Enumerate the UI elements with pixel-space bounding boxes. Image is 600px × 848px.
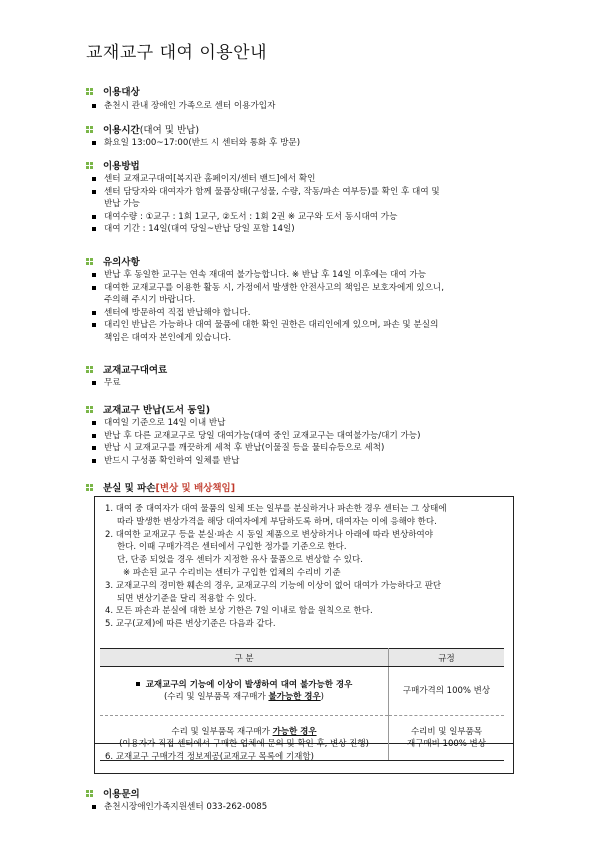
list-item: 반납 후 동일한 교구는 연속 재대여 불가능합니다. ※ 반납 후 14일 이후에는 대여 가능 (90, 269, 526, 282)
bullet-square-icon (86, 366, 93, 373)
table-header-category: 구 분 (100, 649, 389, 667)
box-line: 단, 단종 되었을 경우 센터가 지정한 유사 물품으로 변상할 수 있다. (117, 555, 363, 566)
list-item: 반납 후 다른 교재교구로 당일 대여가능(대여 중인 교재교구는 대여불가능/대기 가능) (90, 430, 526, 443)
list-item-continued: 반납 가능 (104, 199, 140, 209)
table-row: 교재교구의 기능에 이상이 발생하여 대여 불가능한 경우 (수리 및 일부품목 재구매가 불가능한 경우) 구매가격의 100% 변상 (100, 667, 504, 716)
section-heading: 이용문의 (103, 789, 140, 800)
section-heading: 교재교구 반납(도서 동일) (103, 405, 211, 416)
list-item: 대여 기간 : 14일(대여 당일~반납 당일 포함 14일) (90, 223, 526, 236)
list-item: 춘천시장애인가족지원센터 033-262-0085 (90, 801, 526, 814)
list-item: 대여한 교재교구를 이용한 활동 시, 가정에서 발생한 안전사고의 책임은 보호자에게 있으니, (90, 282, 526, 295)
list-item: 센터 담당자와 대여자가 함께 물품상태(구성물, 수량, 작동/파손 여부등)를 확인 후 대여 및 (90, 186, 526, 199)
list-item: 센터에 방문하여 직접 반납해야 합니다. (90, 307, 526, 320)
row2-note: (이용자가 직접 센터에서 구매한 업체에 문의 및 확인 후, 변상 진행) (119, 739, 369, 749)
section-return (86, 402, 526, 467)
box-line: 따라 발생한 변상가격을 해당 대여자에게 부담하도록 하며, 대여자는 이에 응해야 한다. (117, 516, 437, 527)
section-contact (86, 786, 526, 814)
section-heading-red: [변상 및 배상책임] (155, 483, 236, 494)
box-line: ※ 파손된 교구 수리비는 센터가 구입한 업체의 수리비 기준 (123, 567, 341, 578)
list-item: 센터 교재교구대여[복지관 홈페이지/센터 밴드]에서 확인 (90, 173, 526, 186)
section-heading: 유의사항 (103, 257, 140, 268)
bullet-square-icon (86, 406, 93, 413)
row1-label: 교재교구의 기능에 이상이 발생하여 대여 불가능한 경우 (145, 679, 353, 690)
compensation-table (100, 648, 504, 761)
bullet-square-icon (86, 258, 93, 265)
section-method (86, 158, 526, 236)
list-item: 춘천시 관내 장애인 가족으로 센터 이용가입자 (90, 100, 526, 113)
box-footer: 6. 교재교구 구매가격 정보제공(교재교구 목록에 기재함) (105, 752, 314, 762)
list-item: 대여수량 : ①교구 : 1회 1교구, ②도서 : 1회 2권 ※ 교구와 도서 동시대여 가능 (90, 211, 526, 224)
list-item: 반납 시 교재교구를 깨끗하게 세척 후 반납(이물질 등을 물티슈등으로 세척) (90, 442, 526, 455)
section-hours (86, 122, 526, 150)
bullet-square-icon (86, 162, 93, 169)
list-item-continued: 주의해 주시기 바랍니다. (104, 295, 196, 305)
table-row: 수리 및 일부품목 재구매가 가능한 경우 (이용자가 직접 센터에서 구매한 업체에 문의 및 확인 후, 변상 진행) 수리비 및 일부품목 재구매비 100% 변상 (100, 716, 504, 761)
box-line: 되면 변상기준을 달리 적용할 수 있다. (117, 593, 257, 604)
bullet-square-icon (86, 484, 93, 491)
section-target (86, 84, 526, 113)
section-heading: 이용방법 (103, 161, 140, 172)
section-heading: 교재교구대여료 (103, 365, 168, 376)
bullet-square-icon (136, 682, 140, 686)
row1-rule: 구매가격의 100% 변상 (389, 667, 505, 716)
list-item: 대여일 기준으로 14일 이내 반납 (90, 417, 526, 430)
list-item: 대리인 반납은 가능하나 대여 물품에 대한 확인 권한은 대리인에게 있으며, 파손 및 분실의 (90, 319, 526, 332)
section-heading: 이용시간 (103, 125, 140, 136)
box-line: 1. 대여 중 대여자가 대여 물품의 일체 또는 일부를 분실하거나 파손한 경우 센터는 그 상태에 (105, 504, 447, 514)
table-header-rule: 규정 (389, 649, 505, 667)
box-line: 4. 모든 파손과 분실에 대한 보상 기한은 7일 이내로 함을 원칙으로 한다. (105, 606, 373, 617)
box-line: 5. 교구(교제)에 따른 변상기준은 다음과 같다. (105, 619, 276, 630)
box-line: 한다. 이때 구매가격은 센터에서 구입한 정가를 기준으로 한다. (117, 542, 347, 553)
page-title: 교재교구 대여 이용안내 (86, 43, 268, 63)
section-notes (86, 254, 526, 344)
section-heading: 이용대상 (103, 87, 140, 98)
list-item: 무료 (90, 377, 526, 390)
bullet-square-icon (86, 126, 93, 133)
list-item-continued: 책임은 대여자 본인에게 있습니다. (104, 332, 232, 343)
section-fee (86, 362, 526, 390)
list-item: 반드시 구성품 확인하여 일체를 반납 (90, 455, 526, 468)
box-line: 3. 교재교구의 경미한 훼손의 경우, 교재교구의 기능에 이상이 없어 대여가 가능하다고 판단 (105, 580, 442, 591)
list-item: 화요일 13:00~17:00(반드 시 센터와 통화 후 방문) (90, 137, 526, 150)
box-line: 2. 대여한 교재교구 등을 분실·파손 시 동일 제품으로 변상하거나 아래에 따라 변상하여야 (105, 529, 433, 540)
section-loss (86, 480, 526, 494)
section-heading-suffix: (대여 및 반납) (139, 125, 200, 136)
section-heading: 분실 및 파손 (103, 483, 156, 494)
bullet-square-icon (86, 88, 93, 95)
bullet-square-icon (86, 790, 93, 797)
